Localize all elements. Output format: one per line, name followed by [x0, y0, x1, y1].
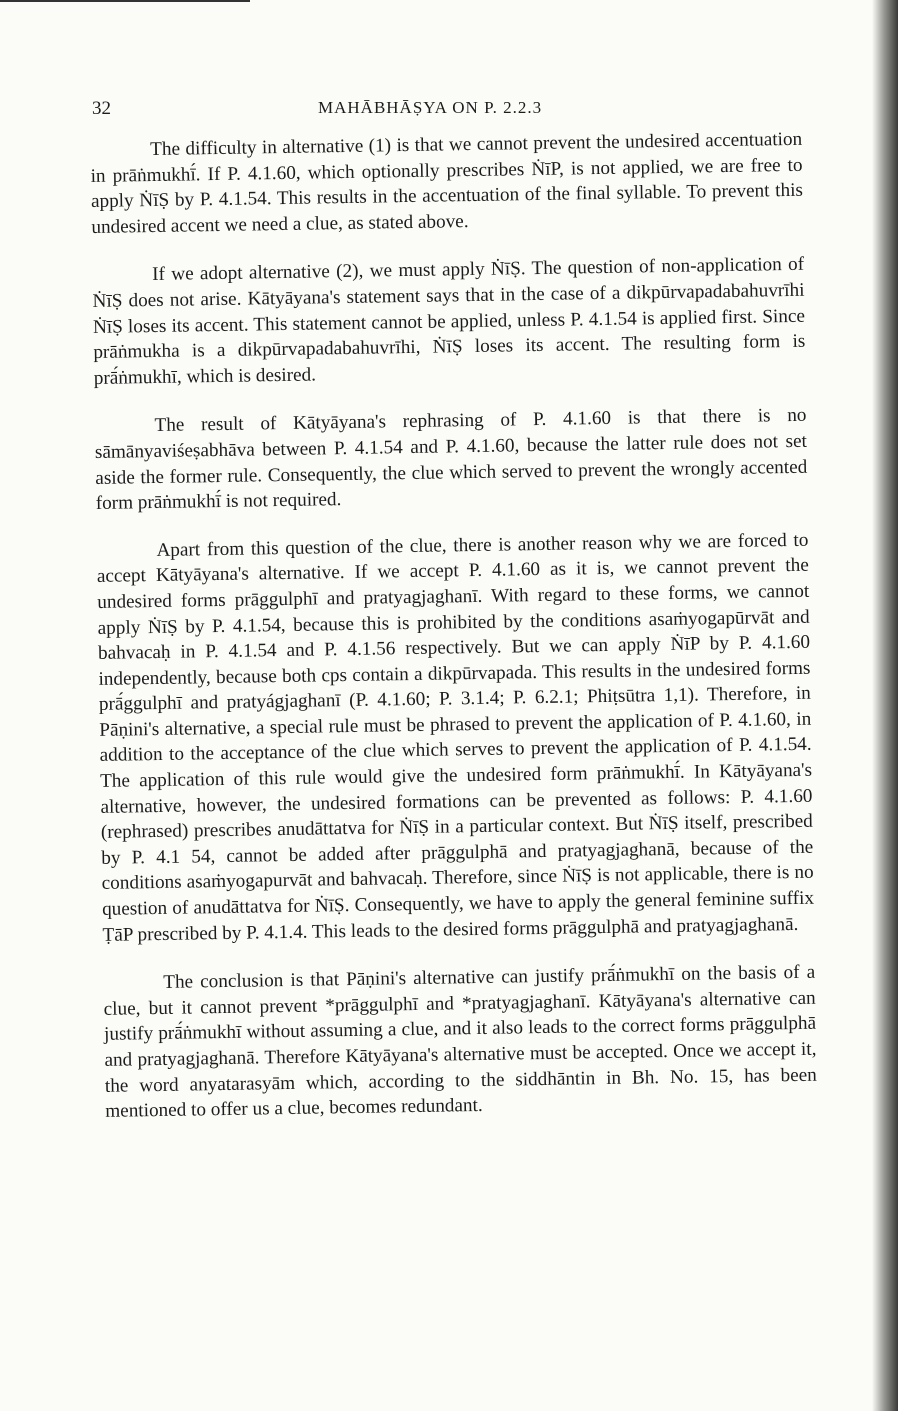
paragraph-5: The conclusion is that Pāṇini's alternative can justify prā́ṅmukhī on the basis of a clue, but it cannot prevent *prāggulphī and *pratyagjaghanī. Kātyāyana's alternative can justify prā́ṅmukhī without assuming a clue, and it also leads to the correct forms prāggulphā and pratyagjaghanā. Therefore Kātyāyana's alternative must be accepted. Once we accept it, the word anyatarasyām which, according to the siddhāntin in Bh. No. 15, has been mentioned to offer us a clue, becomes redundant.: [103, 961, 817, 1123]
paragraph-1: The difficulty in alternative (1) is that we cannot prevent the undesired accentuation in prāṅmukhī́. If P. 4.1.60, which optionally prescribes ṄīP, is not applied, we are free to apply ṄīṢ by P. 4.1.54. This results in the accentuation of the final syllable. To prevent this undesired accent we need a clue, as stated above.: [90, 128, 804, 238]
page-number: 32: [92, 98, 111, 119]
paragraph-4: Apart from this question of the clue, there is another reason why we are forced to accept Kātyāyana's alternative. If we accept P. 4.1.60 as it is, we cannot prevent the undesired forms prāggulphī and pratyagjaghanī. With regard to these forms, we cannot apply ṄīṢ by P. 4.1.54, because this is prohibited by the conditions asaṁyogapūrvāt and bahvacaḥ in P. 4.1.54 and P. 4.1.56 respectively. But we can apply ṄīP by P. 4.1.60 independently, because both cps contain a dikpūrvapada. This results in the undesired forms prā́ggulphī and pratyágjaghanī (P. 4.1.60; P. 3.1.4; P. 6.2.1; Phiṭsūtra 1,1). Therefore, in Pāṇini's alternative, a special rule must be phrased to prevent the application of P. 4.1.60, in addition to the acceptance of the clue which serves to prevent the application of P. 4.1.54. The application of this rule would give the undesired form prāṅmukhī́. In Kātyāyana's alternative, however, the undesired formations can be prevented as follows: P. 4.1.60 (rephrased) prescribes anudāttatva for ṄīṢ in a particular context. But ṄīṢ itself, prescribed by P. 4.1 54, cannot be added after prāggulphā and pratyagjaghanā, because of the conditions asaṁyogapurvāt and bahvacaḥ. Therefore, since ṄīṢ is not applicable, there is no question of anudāttatva for ṄīṢ. Consequently, we have to apply the general feminine suffix ṬāP prescribed by P. 4.1.4. This leads to the desired forms prāggulphā and pratyagjaghanā.: [96, 529, 815, 946]
body-text: [90, 127, 817, 1125]
running-title: MAHĀBHĀṢYA ON P. 2.2.3: [318, 98, 543, 117]
paragraph-2: If we adopt alternative (2), we must apply ṄīṢ. The question of non-application of ṄīṢ does not arise. Kātyāyana's statement says that in the case of a dikpūrvapadabahuvrīhi ṄīṢ loses its accent. This statement cannot be applied, unless P. 4.1.54 is applied first. Since prāṅmukha is a dikpūrvapadabahuvrīhi, ṄīṢ loses its accent. The resulting form is prā́ṅmukhī, which is desired.: [92, 254, 806, 389]
paragraph-3: The result of Kātyāyana's rephrasing of P. 4.1.60 is that there is no sāmānyaviśeṣabhāva between P. 4.1.54 and P. 4.1.60, because the latter rule does not set aside the former rule. Consequently, the clue which served to prevent the wrongly accented form prāṅmukhī́ is not required.: [94, 405, 808, 515]
top-edge-rule: [0, 0, 250, 2]
page-header: [92, 98, 792, 128]
scan-binding-shadow: [872, 0, 898, 1411]
